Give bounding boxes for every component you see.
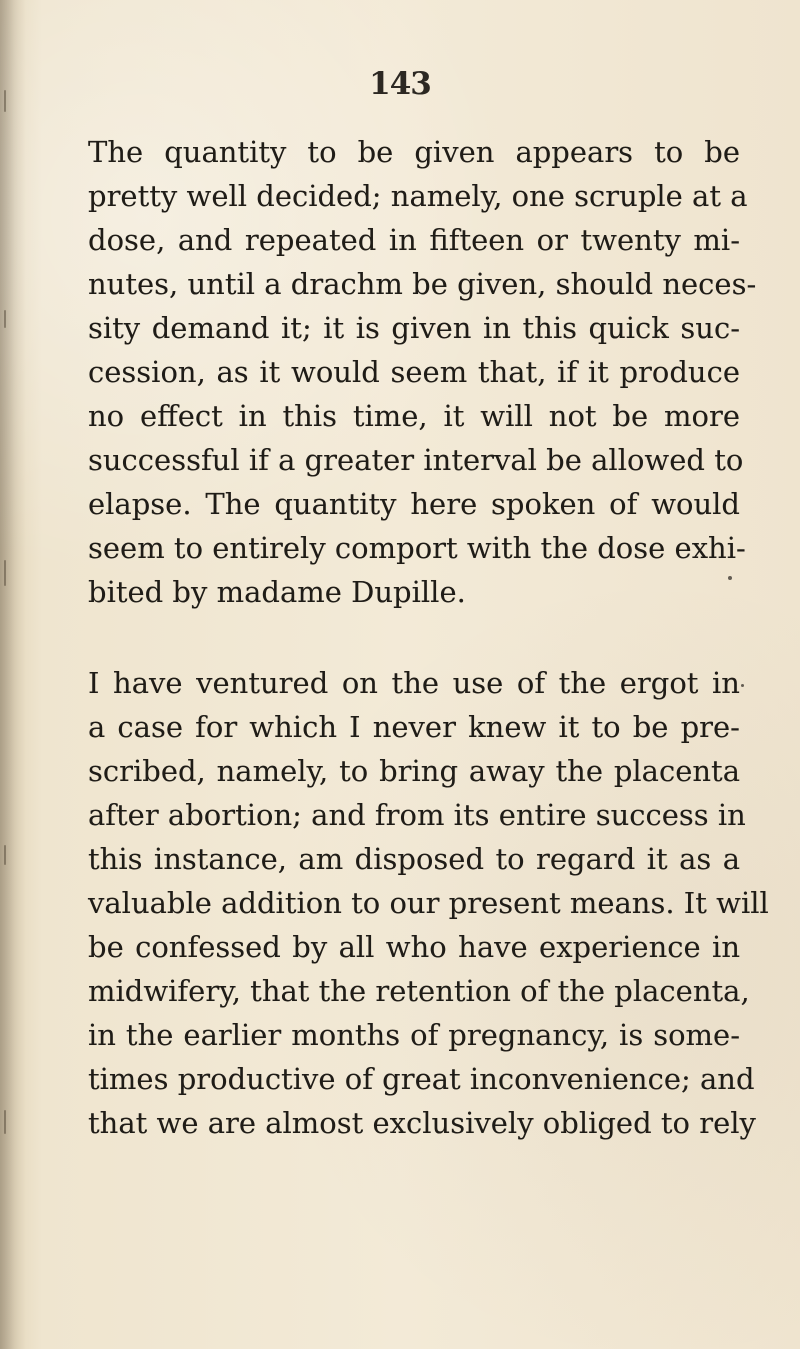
paragraph-spacing [88,614,740,661]
paragraph-1 [88,130,757,614]
text-line: no effect in this time, it will not be more [88,399,740,433]
paragraph-2 [88,661,769,1145]
text-line: cession, as it would seem that, if it produce [88,355,740,389]
text-line: this instance, am disposed to regard it as a [88,842,740,876]
text-line: scribed, namely, to bring away the placenta [88,754,740,788]
text-line: in the earlier months of pregnancy, is some- [88,1018,740,1052]
text-line: that we are almost exclusively obliged to rely [88,1106,756,1140]
body-text [88,130,769,1145]
page-number: 143 [369,66,431,102]
text-line: sity demand it; it is given in this quick suc- [88,311,740,345]
text-line: nutes, until a drachm be given, should neces- [88,267,757,301]
text-line: dose, and repeated in fifteen or twenty mi- [88,223,740,257]
binding-mark [4,560,6,586]
text-line: valuable addition to our present means. It will [88,886,769,920]
text-line: The quantity to be given appears to be [88,135,740,169]
text-line: a case for which I never knew it to be pre- [88,710,740,744]
text-line: be confessed by all who have experience in [88,930,740,964]
text-line: successful if a greater interval be allowed to [88,443,744,477]
text-line: times productive of great inconvenience; and [88,1062,755,1096]
text-line: bited by madame Dupille. [88,575,466,609]
text-line: after abortion; and from its entire success in [88,798,746,832]
binding-mark [4,310,6,328]
text-line: I have ventured on the use of the ergot in [88,666,740,700]
text-line: pretty well decided; namely, one scruple at a [88,179,748,213]
binding-gutter-shadow [0,0,26,1349]
paper-speck [741,684,744,687]
text-line: midwifery, that the retention of the placenta, [88,974,750,1008]
text-line: seem to entirely comport with the dose exhi- [88,531,746,565]
text-line: elapse. The quantity here spoken of would [88,487,740,521]
binding-mark [4,845,6,865]
binding-mark [4,1110,6,1134]
